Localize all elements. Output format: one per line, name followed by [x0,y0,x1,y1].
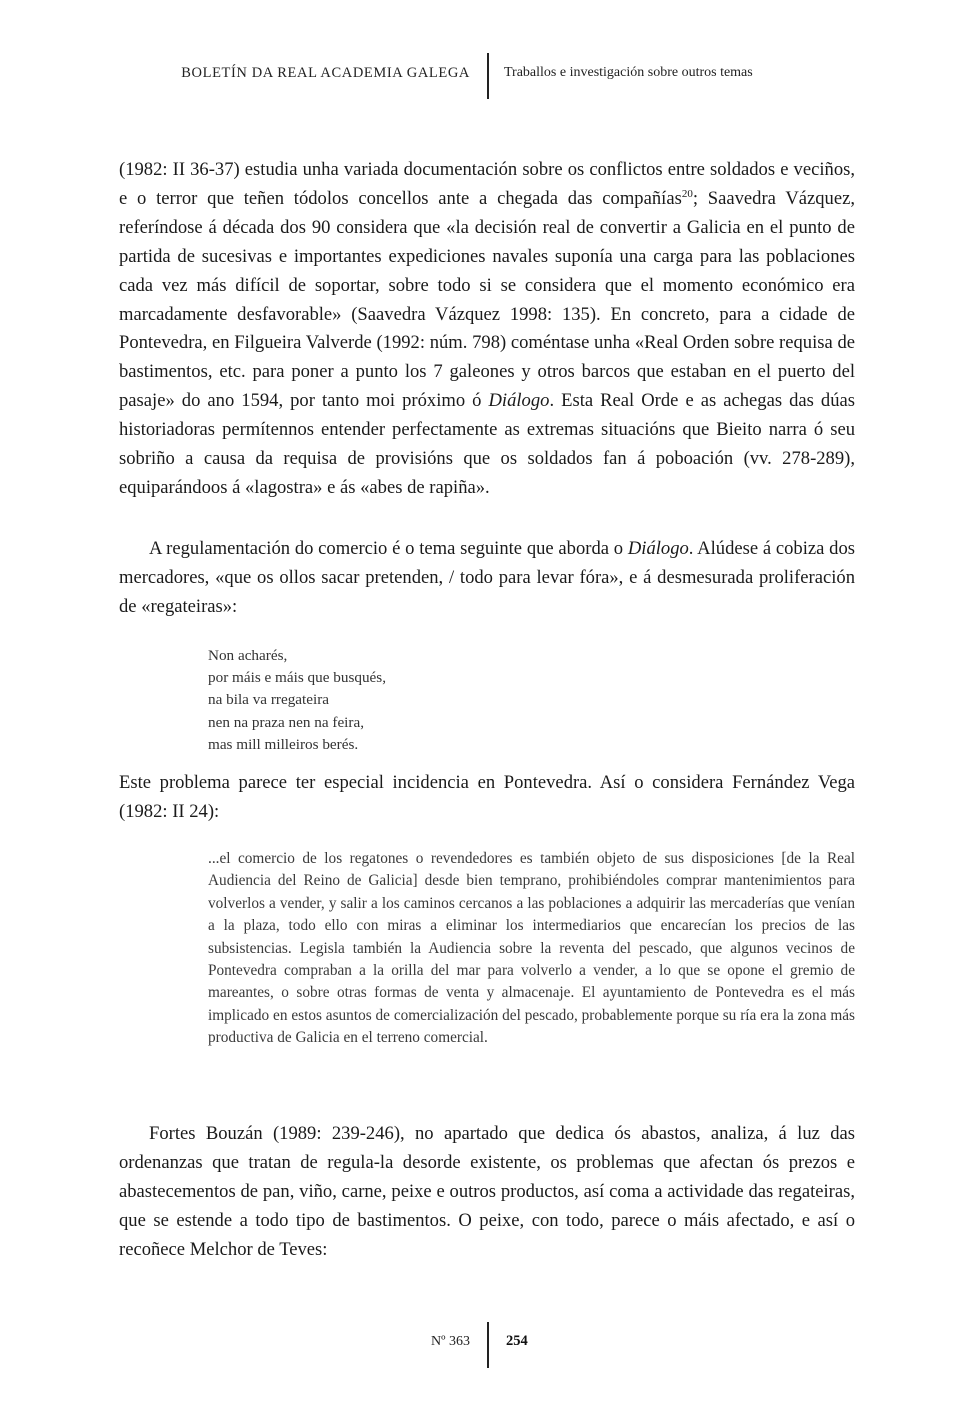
body-paragraph-4 [119,1120,855,1265]
page-footer [0,1322,975,1368]
paragraph-text: Fortes Bouzán (1989: 239-246), no apartado que dedica ós abastos, analiza, á luz das ordenanzas que tratan de regula-la desorde existente, os problemas que afectan ós prezos e abastecementos de pan, viño, carne, peixe e outros productos, así coma a actividade das regateiras, que se estende a todo tipo de bastimentos. O peixe, con todo, parece o máis afectado, e así o recoñece Melchor de Teves: [119,1123,855,1260]
body-paragraph-2 [119,535,855,622]
section-title: Traballos e investigación sobre outros temas [504,65,753,80]
block-quote: ...el comercio de los regatones o revendedores es también objeto de sus disposiciones [de la Real Audiencia del Reino de Galicia] desde bien temprano, prohibiéndoles comprar mantenimientos para volverlos a vender, y salir a los caminos cercanos a las poblaciones a adquirir las mercaderías que venían a la plaza, todo ello con miras a eliminar los intermediarios que encarecían los precios de las subsistencias. Legisla también la Audiencia sobre la reventa del pescado, que algunos vecinos de Pontevedra compraban a la orilla del mar para volverlo a vender, a lo que se opone el gremio de mareantes, o sobre otras formas de venta y almacenaje. El ayuntamiento de Pontevedra es el más implicado en estos asuntos de comercialización del pescado, probablemente porque su ría era la zona más productiva de Galicia en el terreno comercial. [208,850,855,1047]
body-paragraph-1 [119,156,855,503]
footer-divider [487,1322,489,1368]
issue-number: Nº 363 [431,1334,470,1349]
page-header [0,53,975,99]
paragraph-text: (1982: II 36-37) estudia unha variada documentación sobre os conflictos entre soldados e veciños, e o terror que teñen tódolos concellos ante a chegada das compañías [119,159,855,209]
body-paragraph-3 [119,769,855,827]
paragraph-text: ; Saavedra Vázquez, referíndose á década dos 90 considera que «la decisión real de convertir a Galicia en el punto de partida de sucesivas e importantes expediciones navales suponía una carga para las poblaciones cada vez más difícil de soportar, sobre todo si se considera que el momento económico era marcadamente desfavorable» (Saavedra Vázquez 1998: 135). En concreto, para a cidade de Pontevedra, en Filgueira Valverde (1992: núm. 798) coméntase unha «Real Orden sobre requisa de bastimentos, etc. para poner a punto los 7 galeones y otros barcos que estaban en el puerto del pasaje» do ano 1594, por tanto moi próximo ó [119,187,855,412]
paragraph-text: . Alúdese á cobiza dos mercadores, «que os ollos sacar pretenden, / todo para levar fóra», e á desmesurada proliferación de «regateiras»: [119,538,855,617]
poem-line: por máis e máis que busqués, [208,669,387,687]
paragraph-text: A regulamentación do comercio é o tema seguinte que aborda o [149,538,628,559]
journal-title: BOLETÍN DA REAL ACADEMIA GALEGA [181,65,470,81]
poem-line: Non acharés, [208,647,288,664]
work-title-italic: Diálogo [627,538,689,559]
poem-line: na bila va rregateira [208,691,330,709]
page-number: 254 [506,1333,528,1349]
poem-line: mas mill milleiros berés. [208,735,359,753]
paragraph-text: . Esta Real Orde e as achegas das dúas historiadoras permítennos entender perfectamente as extremas situacións que Bieito narra ó seu sobriño a causa da requisa de provisións que os soldados fan á poboación (vv. 278-289), equiparándoos á «lagostra» e ás «abes de rapiña». [119,390,856,498]
header-divider [487,53,489,99]
footnote-marker[interactable]: 20 [681,187,693,200]
work-title-italic: Diálogo [488,390,550,412]
paragraph-text: Este problema parece ter especial incidencia en Pontevedra. Así o considera Fernández Vega (1982: II 24): [119,772,855,822]
poem-quote [208,645,386,756]
poem-line: nen na praza nen na feira, [208,713,364,731]
